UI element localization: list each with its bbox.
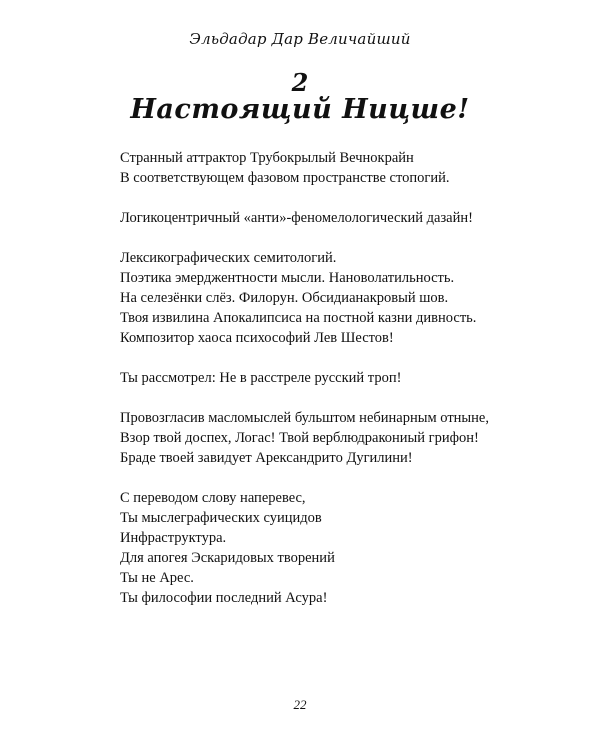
- page-number: 22: [293, 697, 307, 712]
- stanza: [120, 208, 540, 228]
- chapter-title: Настоящий Ницше!: [130, 94, 470, 125]
- poem-line: Браде твоей завидует Арександрито Дугилини!: [120, 450, 413, 466]
- stanza: [120, 488, 540, 608]
- poem-line: Композитор хаоса психософий Лев Шестов!: [120, 330, 394, 346]
- stanza: [120, 248, 540, 348]
- stanza: [120, 408, 540, 468]
- poem-line: В соответствующем фазовом пространстве стопогий.: [120, 170, 450, 186]
- poem-line: Ты мыслеграфических суицидов: [120, 510, 322, 526]
- stanza: [120, 368, 540, 388]
- poem-line: Ты не Арес.: [120, 570, 194, 586]
- poem-line: Провозгласив масломыслей бульштом небинарным отныне,: [120, 410, 489, 426]
- poem-line: Для апогея Эскаридовых творений: [120, 550, 335, 566]
- poem-line: Взор твой доспех, Логас! Твой верблюдракониый грифон!: [120, 430, 479, 446]
- poem-line: С переводом слову наперевес,: [120, 490, 306, 506]
- poem-line: Инфраструктура.: [120, 530, 227, 546]
- poem-line: Твоя извилина Апокалипсиса на постной казни дивность.: [120, 310, 477, 326]
- poem-line: Логикоцентричный «анти»-феномелологический дазайн!: [120, 210, 473, 226]
- poem-line: Лексикографических семитологий.: [120, 250, 337, 266]
- poem-line: Поэтика эмерджентности мысли. Нановолатильность.: [120, 270, 455, 286]
- stanza: [120, 148, 540, 188]
- poem-line: Ты рассмотрел: Не в расстреле русский троп!: [120, 370, 402, 386]
- poem-body: [120, 148, 540, 628]
- poem-line: Странный аттрактор Трубокрылый Вечнокрайн: [120, 150, 414, 166]
- chapter-number: 2: [291, 68, 309, 97]
- poem-line: Ты философии последний Асура!: [120, 590, 328, 606]
- running-header: Эльдадар Дар Величайший: [189, 30, 411, 48]
- poem-line: На селезёнки слёз. Филорун. Обсидианакровый шов.: [120, 290, 449, 306]
